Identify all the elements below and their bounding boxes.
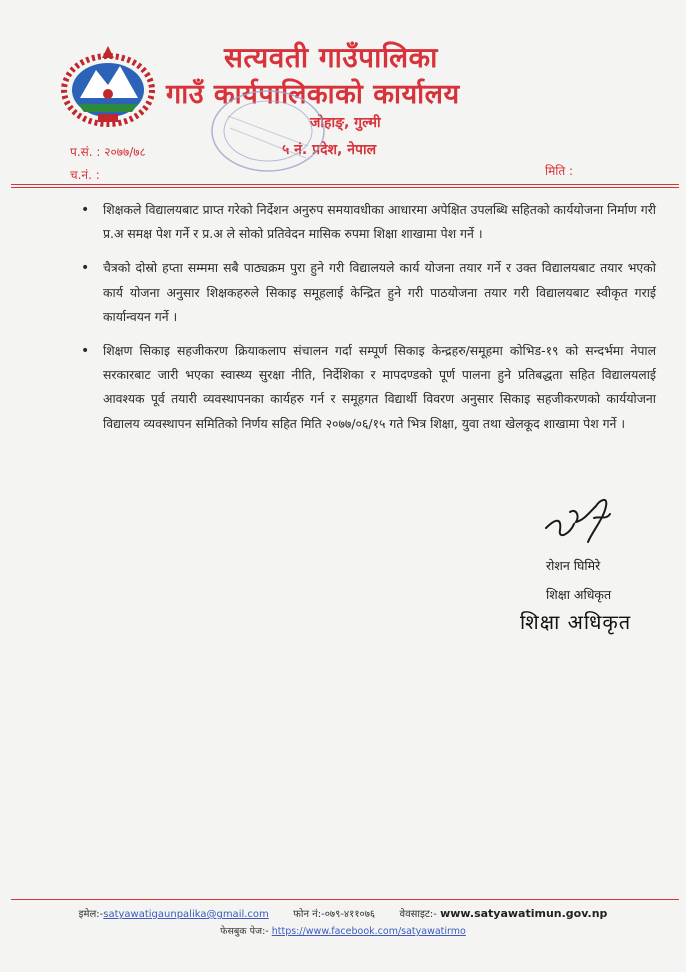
address-line-2: ५ नं. प्रदेश, नेपाल <box>282 142 377 158</box>
footer-divider <box>11 899 679 900</box>
facebook-label: फेसबुक पेज:- <box>220 926 269 937</box>
bullet-icon: • <box>81 343 90 360</box>
bullet-icon: • <box>81 260 90 277</box>
email-label: इमेल:- <box>78 909 104 920</box>
office-stamp-icon <box>208 86 328 176</box>
facebook-link[interactable]: https://www.facebook.com/satyawatirmo <box>271 926 466 937</box>
ref-value: २०७७/७८ <box>104 145 146 159</box>
org-name: सत्यवती गाउँपालिका <box>224 41 438 74</box>
list-item <box>76 339 656 436</box>
email-link[interactable]: satyawatigaunpalika@gmail.com <box>103 909 269 920</box>
footer-contact-row <box>0 906 686 920</box>
ref-label: प.सं. : <box>70 145 101 159</box>
website-link[interactable]: www.satyawatimun.gov.np <box>440 907 608 920</box>
list-item-text: चैत्रको दोस्रो हप्ता सम्ममा सबै पाठ्यक्रम पुरा हुने गरी विद्यालयले कार्य योजना तयार गर्ने र उक्त विद्यालयबाट तयार भएको कार्य योजना अनुसार शिक्षकहरुले सिकाइ समूहलाई केन्द्रित हुने गरी पाठयोजना तयार गरी विद्यालयबाट स्वीकृत गराई कार्यान्वयन गर्ने । <box>103 260 656 324</box>
website-label: वेवसाइट:- <box>399 909 437 920</box>
list-item-text: शिक्षकले विद्यालयबाट प्राप्त गरेको निर्देशन अनुरुप समयावधीका आधारमा अपेक्षित उपलब्धि सहितको कार्ययोजना निर्माण गरी प्र.अ समक्ष पेश गर्ने र प्र.अ ले सोको प्रतिवेदन मासिक रुपमा शिक्षा शाखामा पेश गर्ने । <box>103 202 656 242</box>
bullet-icon: • <box>81 202 90 218</box>
signer-name: रोशन घिमिरे <box>546 558 601 573</box>
phone-number: ०७९-४११०७६ <box>324 909 376 920</box>
dispatch-number-label: च.नं. : <box>70 168 100 182</box>
header-divider-secondary <box>11 187 679 188</box>
reference-number <box>70 143 146 160</box>
list-item <box>76 198 656 246</box>
footer-social-row <box>0 924 686 937</box>
address-line-1: जोहाङ्, गुल्मी <box>310 115 381 131</box>
handwritten-signature-icon <box>540 490 630 550</box>
signer-designation: शिक्षा अधिकृत <box>546 587 612 602</box>
date-label: मिति : <box>545 164 574 178</box>
list-item-text: शिक्षण सिकाइ सहजीकरण क्रियाकलाप संचालन गर्दा सम्पूर्ण सिकाइ केन्द्रहरु/समूहमा कोभिड-१९ को सन्दर्भमा नेपाल सरकारबाट जारी भएका स्वास्थ्य सुरक्षा नीति, निर्देशिका र मापदण्डको पूर्ण पालना हुने प्रतिबद्धता सहित विद्यालयलाई आवश्यक पूर्व तयारी व्यवस्थापनका कार्यहरु गर्न र समूहगत विद्यार्थी विवरण अनुसार सिकाइ सहजीकरणको कार्ययोजना विद्यालय व्यवस्थापन समितिको निर्णय सहित मिति २०७७/०६/१५ गते भित्र शिक्षा, युवा तथा खेलकूद शाखामा पेश गर्ने । <box>103 343 656 431</box>
nepal-emblem-icon <box>58 40 158 130</box>
list-item <box>76 256 656 329</box>
phone-label: फोन नं:- <box>293 909 325 920</box>
designation-stamp: शिक्षा अधिकृत <box>520 610 632 634</box>
header-divider <box>11 184 679 185</box>
instruction-list <box>76 198 656 446</box>
office-name: गाउँ कार्यपालिकाको कार्यालय <box>166 79 460 110</box>
